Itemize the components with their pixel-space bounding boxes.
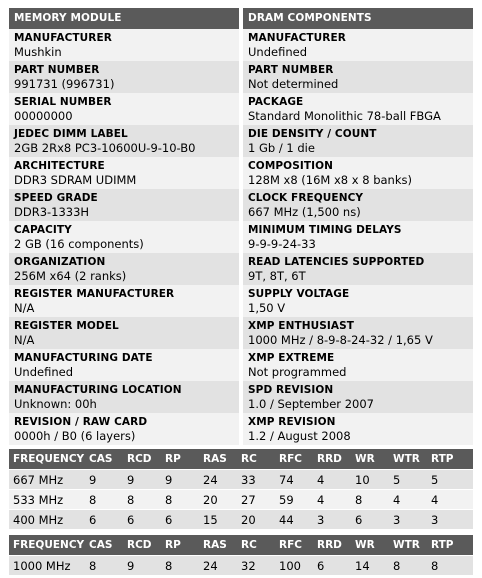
timing-cell: 14 [351, 556, 389, 576]
column-header: RTP [427, 535, 473, 556]
timing-cell: 6 [85, 510, 123, 530]
dram-spec-row [243, 125, 473, 157]
timing-cell: 3 [313, 510, 351, 530]
dram-spec-row [243, 221, 473, 253]
module-spec-row [9, 125, 239, 157]
column-header: FREQUENCY [9, 535, 85, 556]
timing-cell: 6 [123, 510, 161, 530]
column-header: WR [351, 449, 389, 470]
timing-cell: 9 [123, 470, 161, 490]
spec-value: 256M x64 (2 ranks) [14, 269, 127, 283]
timing-cell: 8 [85, 556, 123, 576]
timing-cell: 6 [161, 510, 199, 530]
module-spec-row [9, 317, 239, 349]
xmp-table-header-row [9, 535, 473, 556]
timing-cell: 10 [351, 470, 389, 490]
spec-value: 9T, 8T, 6T [248, 269, 306, 283]
column-header: WTR [389, 535, 427, 556]
spec-label: SPD REVISION [248, 384, 334, 396]
spec-label: PACKAGE [248, 96, 304, 108]
timing-cell: 9 [85, 470, 123, 490]
spec-value: Undefined [14, 365, 73, 379]
frequency-cell: 1000 MHz [9, 556, 85, 576]
table-row [9, 470, 473, 490]
column-header: RCD [123, 535, 161, 556]
dram-spec-row [243, 381, 473, 413]
spec-value: Unknown: 00h [14, 397, 97, 411]
timing-cell: 4 [313, 470, 351, 490]
xmp-timing-table [9, 535, 473, 575]
spec-label: SUPPLY VOLTAGE [248, 288, 350, 300]
timing-cell: 4 [389, 490, 427, 510]
spec-value: DDR3-1333H [14, 205, 90, 219]
timing-cell: 44 [275, 510, 313, 530]
timing-cell: 4 [427, 490, 473, 510]
module-spec-row [9, 349, 239, 381]
frequency-cell: 533 MHz [9, 490, 85, 510]
spec-value: 1,50 V [248, 301, 286, 315]
dram-components-header: DRAM COMPONENTS [243, 8, 473, 29]
timing-cell: 27 [237, 490, 275, 510]
timing-cell: 8 [85, 490, 123, 510]
module-spec-row [9, 29, 239, 61]
module-spec-row [9, 221, 239, 253]
timing-cell: 33 [237, 470, 275, 490]
frequency-cell: 400 MHz [9, 510, 85, 530]
timing-cell: 74 [275, 470, 313, 490]
spec-value: Standard Monolithic 78-ball FBGA [248, 109, 441, 123]
spec-label: XMP EXTREME [248, 352, 335, 364]
timing-cell: 24 [199, 556, 237, 576]
column-header: WTR [389, 449, 427, 470]
spec-label: MINIMUM TIMING DELAYS [248, 224, 402, 236]
dram-spec-row [243, 29, 473, 61]
frequency-cell: 667 MHz [9, 470, 85, 490]
spec-value: 0000h / B0 (6 layers) [14, 429, 136, 443]
spec-value: Not programmed [248, 365, 347, 379]
timing-cell: 8 [161, 556, 199, 576]
memory-module-header: MEMORY MODULE [9, 8, 239, 29]
table-row [9, 490, 473, 510]
module-spec-row [9, 253, 239, 285]
module-spec-row [9, 189, 239, 221]
dram-spec-row [243, 61, 473, 93]
spec-value: Mushkin [14, 45, 62, 59]
column-header: RP [161, 535, 199, 556]
column-header: RFC [275, 535, 313, 556]
column-header: RAS [199, 535, 237, 556]
spec-value: 2 GB (16 components) [14, 237, 144, 251]
spec-label: MANUFACTURER [248, 32, 346, 44]
spec-value: DDR3 SDRAM UDIMM [14, 173, 137, 187]
spec-value: 128M x8 (16M x8 x 8 banks) [248, 173, 412, 187]
timing-cell: 8 [161, 490, 199, 510]
dram-spec-row [243, 413, 473, 445]
spec-value: 00000000 [14, 109, 73, 123]
column-header: RFC [275, 449, 313, 470]
timing-cell: 32 [237, 556, 275, 576]
spec-label: READ LATENCIES SUPPORTED [248, 256, 425, 268]
dram-spec-row [243, 189, 473, 221]
spec-label: JEDEC DIMM LABEL [14, 128, 128, 140]
spec-label: PART NUMBER [14, 64, 100, 76]
spec-label: SPEED GRADE [14, 192, 98, 204]
module-spec-row [9, 413, 239, 445]
spec-grid [9, 8, 473, 445]
spec-label: CAPACITY [14, 224, 72, 236]
timing-cell: 6 [351, 510, 389, 530]
column-header: RRD [313, 449, 351, 470]
spec-label: MANUFACTURING LOCATION [14, 384, 182, 396]
column-header: RP [161, 449, 199, 470]
module-spec-row [9, 381, 239, 413]
module-spec-row [9, 285, 239, 317]
spec-value: 667 MHz (1,500 ns) [248, 205, 361, 219]
timing-table [9, 449, 473, 529]
timing-cell: 5 [427, 470, 473, 490]
spec-value: N/A [14, 301, 35, 315]
timing-cell: 9 [123, 556, 161, 576]
spec-label: DIE DENSITY / COUNT [248, 128, 377, 140]
spec-label: COMPOSITION [248, 160, 334, 172]
column-header: RCD [123, 449, 161, 470]
column-header: RAS [199, 449, 237, 470]
spec-value: 1.0 / September 2007 [248, 397, 374, 411]
timing-cell: 8 [389, 556, 427, 576]
spec-value: 1000 MHz / 8-9-8-24-32 / 1,65 V [248, 333, 433, 347]
table-row [9, 510, 473, 530]
dram-spec-row [243, 317, 473, 349]
timing-cell: 100 [275, 556, 313, 576]
spec-label: XMP ENTHUSIAST [248, 320, 355, 332]
timing-table-header-row [9, 449, 473, 470]
module-spec-row [9, 157, 239, 189]
spec-value: N/A [14, 333, 35, 347]
timing-cell: 15 [199, 510, 237, 530]
spec-label: XMP REVISION [248, 416, 336, 428]
spec-label: SERIAL NUMBER [14, 96, 112, 108]
column-header: RC [237, 535, 275, 556]
spd-info-panel [9, 8, 473, 575]
timing-cell: 9 [161, 470, 199, 490]
timing-cell: 3 [427, 510, 473, 530]
dram-spec-row [243, 285, 473, 317]
timing-cell: 3 [389, 510, 427, 530]
spec-value: 1 Gb / 1 die [248, 141, 315, 155]
dram-spec-row [243, 253, 473, 285]
spec-value: 1.2 / August 2008 [248, 429, 351, 443]
column-header: RC [237, 449, 275, 470]
spec-label: ORGANIZATION [14, 256, 106, 268]
spec-value: Undefined [248, 45, 307, 59]
column-header: RTP [427, 449, 473, 470]
spec-label: CLOCK FREQUENCY [248, 192, 364, 204]
spec-label: REGISTER MANUFACTURER [14, 288, 175, 300]
module-spec-row [9, 93, 239, 125]
spec-label: REVISION / RAW CARD [14, 416, 148, 428]
spec-label: MANUFACTURER [14, 32, 112, 44]
column-header: WR [351, 535, 389, 556]
timing-cell: 59 [275, 490, 313, 510]
dram-spec-row [243, 93, 473, 125]
spec-label: PART NUMBER [248, 64, 334, 76]
table-row [9, 556, 473, 576]
timing-cell: 5 [389, 470, 427, 490]
timing-cell: 8 [123, 490, 161, 510]
spec-label: MANUFACTURING DATE [14, 352, 153, 364]
timing-cell: 8 [427, 556, 473, 576]
spec-label: REGISTER MODEL [14, 320, 119, 332]
timing-cell: 8 [351, 490, 389, 510]
dram-spec-row [243, 349, 473, 381]
timing-cell: 4 [313, 490, 351, 510]
column-header: CAS [85, 449, 123, 470]
timing-cell: 24 [199, 470, 237, 490]
module-spec-row [9, 61, 239, 93]
column-header: RRD [313, 535, 351, 556]
timing-cell: 6 [313, 556, 351, 576]
spec-value: 9-9-9-24-33 [248, 237, 316, 251]
spec-label: ARCHITECTURE [14, 160, 105, 172]
column-header: CAS [85, 535, 123, 556]
timing-cell: 20 [199, 490, 237, 510]
spec-value: 991731 (996731) [14, 77, 115, 91]
timing-cell: 20 [237, 510, 275, 530]
spec-value: Not determined [248, 77, 339, 91]
dram-spec-row [243, 157, 473, 189]
spec-value: 2GB 2Rx8 PC3-10600U-9-10-B0 [14, 141, 196, 155]
column-header: FREQUENCY [9, 449, 85, 470]
